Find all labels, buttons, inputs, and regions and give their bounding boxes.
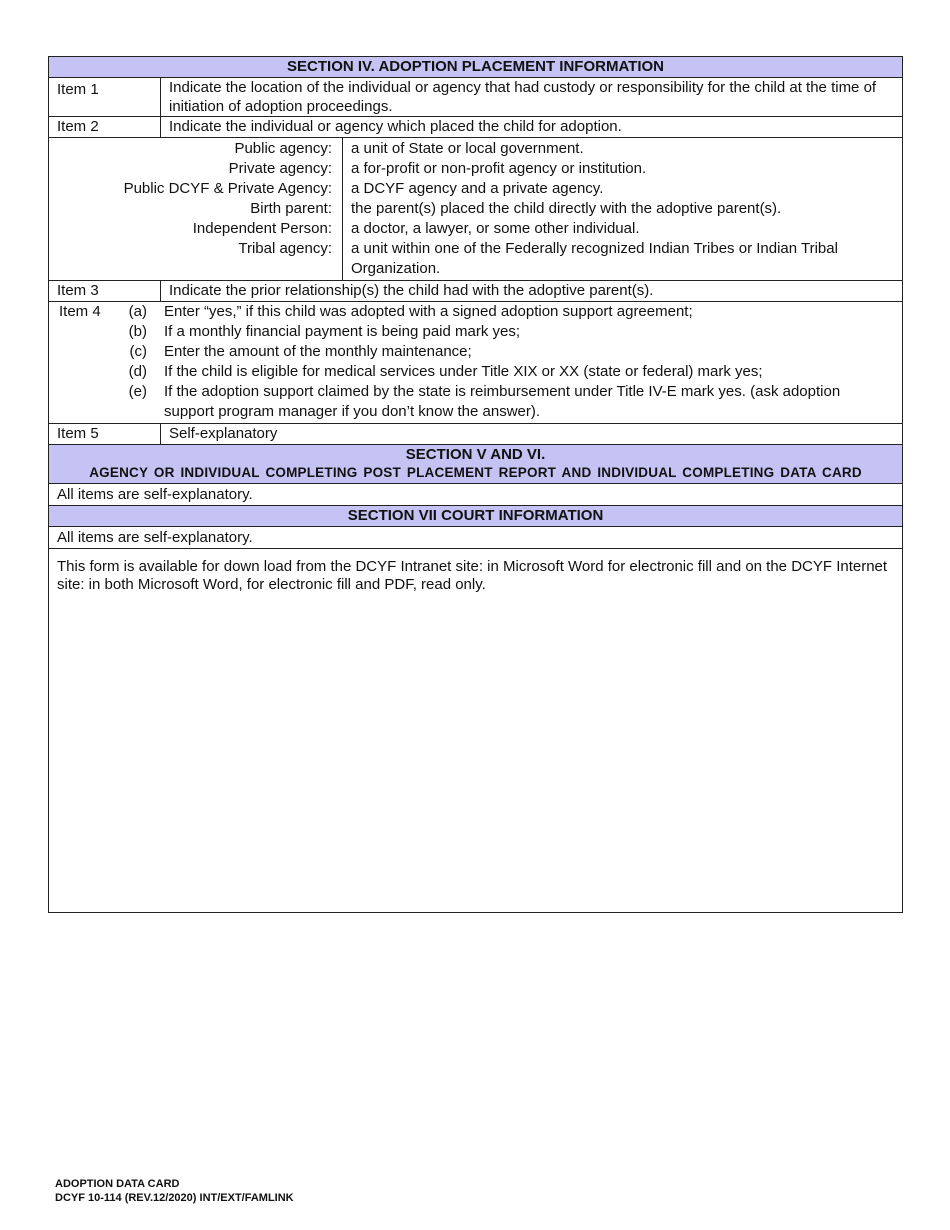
def-text-tribal-agency: a unit within one of the Federally recognized Indian Tribes or Indian Tribal Organization. [351,240,838,277]
def-term-private-agency: Private agency: [228,160,332,177]
item-4c-label: (c) [129,343,147,360]
section-5-6-body-row [49,484,903,506]
item-4-label: Item 4 [59,303,101,320]
section-7-title: SECTION VII COURT INFORMATION [49,506,903,527]
item-4a-label: (a) [128,303,147,320]
item-1-text: Indicate the location of the individual or agency that had custody or responsibility for the child at the time of initiation of adoption proceedings. [161,78,903,117]
section-7-body-row [49,527,903,549]
item-2-text: Indicate the individual or agency which placed the child for adoption. [161,117,903,138]
item-3-label: Item 3 [49,281,161,302]
def-term-birth-parent: Birth parent: [250,200,332,217]
item-4b-label: (b) [128,323,147,340]
item-4e [114,382,894,422]
definitions-row [49,138,903,281]
definition-terms [49,138,343,281]
section-4-title: SECTION IV. ADOPTION PLACEMENT INFORMATION [49,57,903,78]
item-4c [114,342,894,362]
item-4d-text: If the child is eligible for medical services under Title XIX or XX (state or federal) mark yes; [164,363,763,380]
availability-note-row [49,549,903,913]
item-4e-text: If the adoption support claimed by the state is reimbursement under Title IV-E mark yes. (ask adoption support program manager if you don’t know the answer). [164,383,841,420]
section-5-6-header-row [49,445,903,484]
item-2-label: Item 2 [49,117,161,138]
item-4d-label: (d) [128,363,147,380]
item-1-label: Item 1 [49,78,161,117]
definition-texts [343,138,903,281]
item-4a-text: Enter “yes,” if this child was adopted with a signed adoption support agreement; [164,303,693,320]
item-5-text: Self-explanatory [161,424,903,445]
item-4-row [49,302,903,424]
item-4e-label: (e) [128,383,147,400]
form-footer [55,1177,294,1205]
def-text-independent-person: a doctor, a lawyer, or some other individual. [351,220,640,237]
section-4-header-row [49,57,903,78]
def-term-public-agency: Public agency: [234,140,332,157]
item-3-text: Indicate the prior relationship(s) the child had with the adoptive parent(s). [161,281,903,302]
def-text-public-dcyf-private-agency: a DCYF agency and a private agency. [351,180,604,197]
section-5-6-text: All items are self-explanatory. [49,484,903,506]
form-id: DCYF 10-114 (REV.12/2020) INT/EXT/FAMLINK [55,1192,294,1204]
instructions-table [48,56,903,913]
def-text-private-agency: a for-profit or non-profit agency or institution. [351,160,647,177]
item-4b [114,322,894,342]
item-5-label: Item 5 [49,424,161,445]
def-text-birth-parent: the parent(s) placed the child directly with the adoptive parent(s). [351,200,782,217]
section-5-6-header [49,445,903,484]
section-5-6-subtitle: AGENCY OR INDIVIDUAL COMPLETING POST PLACEMENT REPORT AND INDIVIDUAL COMPLETING DATA CARD [89,465,862,480]
def-term-independent-person: Independent Person: [192,220,332,237]
def-text-public-agency: a unit of State or local government. [351,140,584,157]
item-4-cell [49,302,903,424]
form-title: ADOPTION DATA CARD [55,1178,180,1190]
item-1-row [49,78,903,117]
section-5-6-title: SECTION V AND VI. [405,446,546,463]
item-2-row [49,117,903,138]
section-7-text: All items are self-explanatory. [49,527,903,549]
item-4b-text: If a monthly financial payment is being paid mark yes; [164,323,521,340]
item-4d [114,362,894,382]
availability-note: This form is available for down load from the DCYF Intranet site: in Microsoft Word for electronic fill and on the DCYF Internet site: in both Microsoft Word, for electronic fill and PDF, read only. [49,549,903,913]
section-7-header-row [49,506,903,527]
def-term-tribal-agency: Tribal agency: [238,240,332,257]
item-3-row [49,281,903,302]
item-4a [114,302,894,322]
item-4c-text: Enter the amount of the monthly maintenance; [164,343,472,360]
item-5-row [49,424,903,445]
def-term-public-dcyf-private-agency: Public DCYF & Private Agency: [123,180,332,197]
